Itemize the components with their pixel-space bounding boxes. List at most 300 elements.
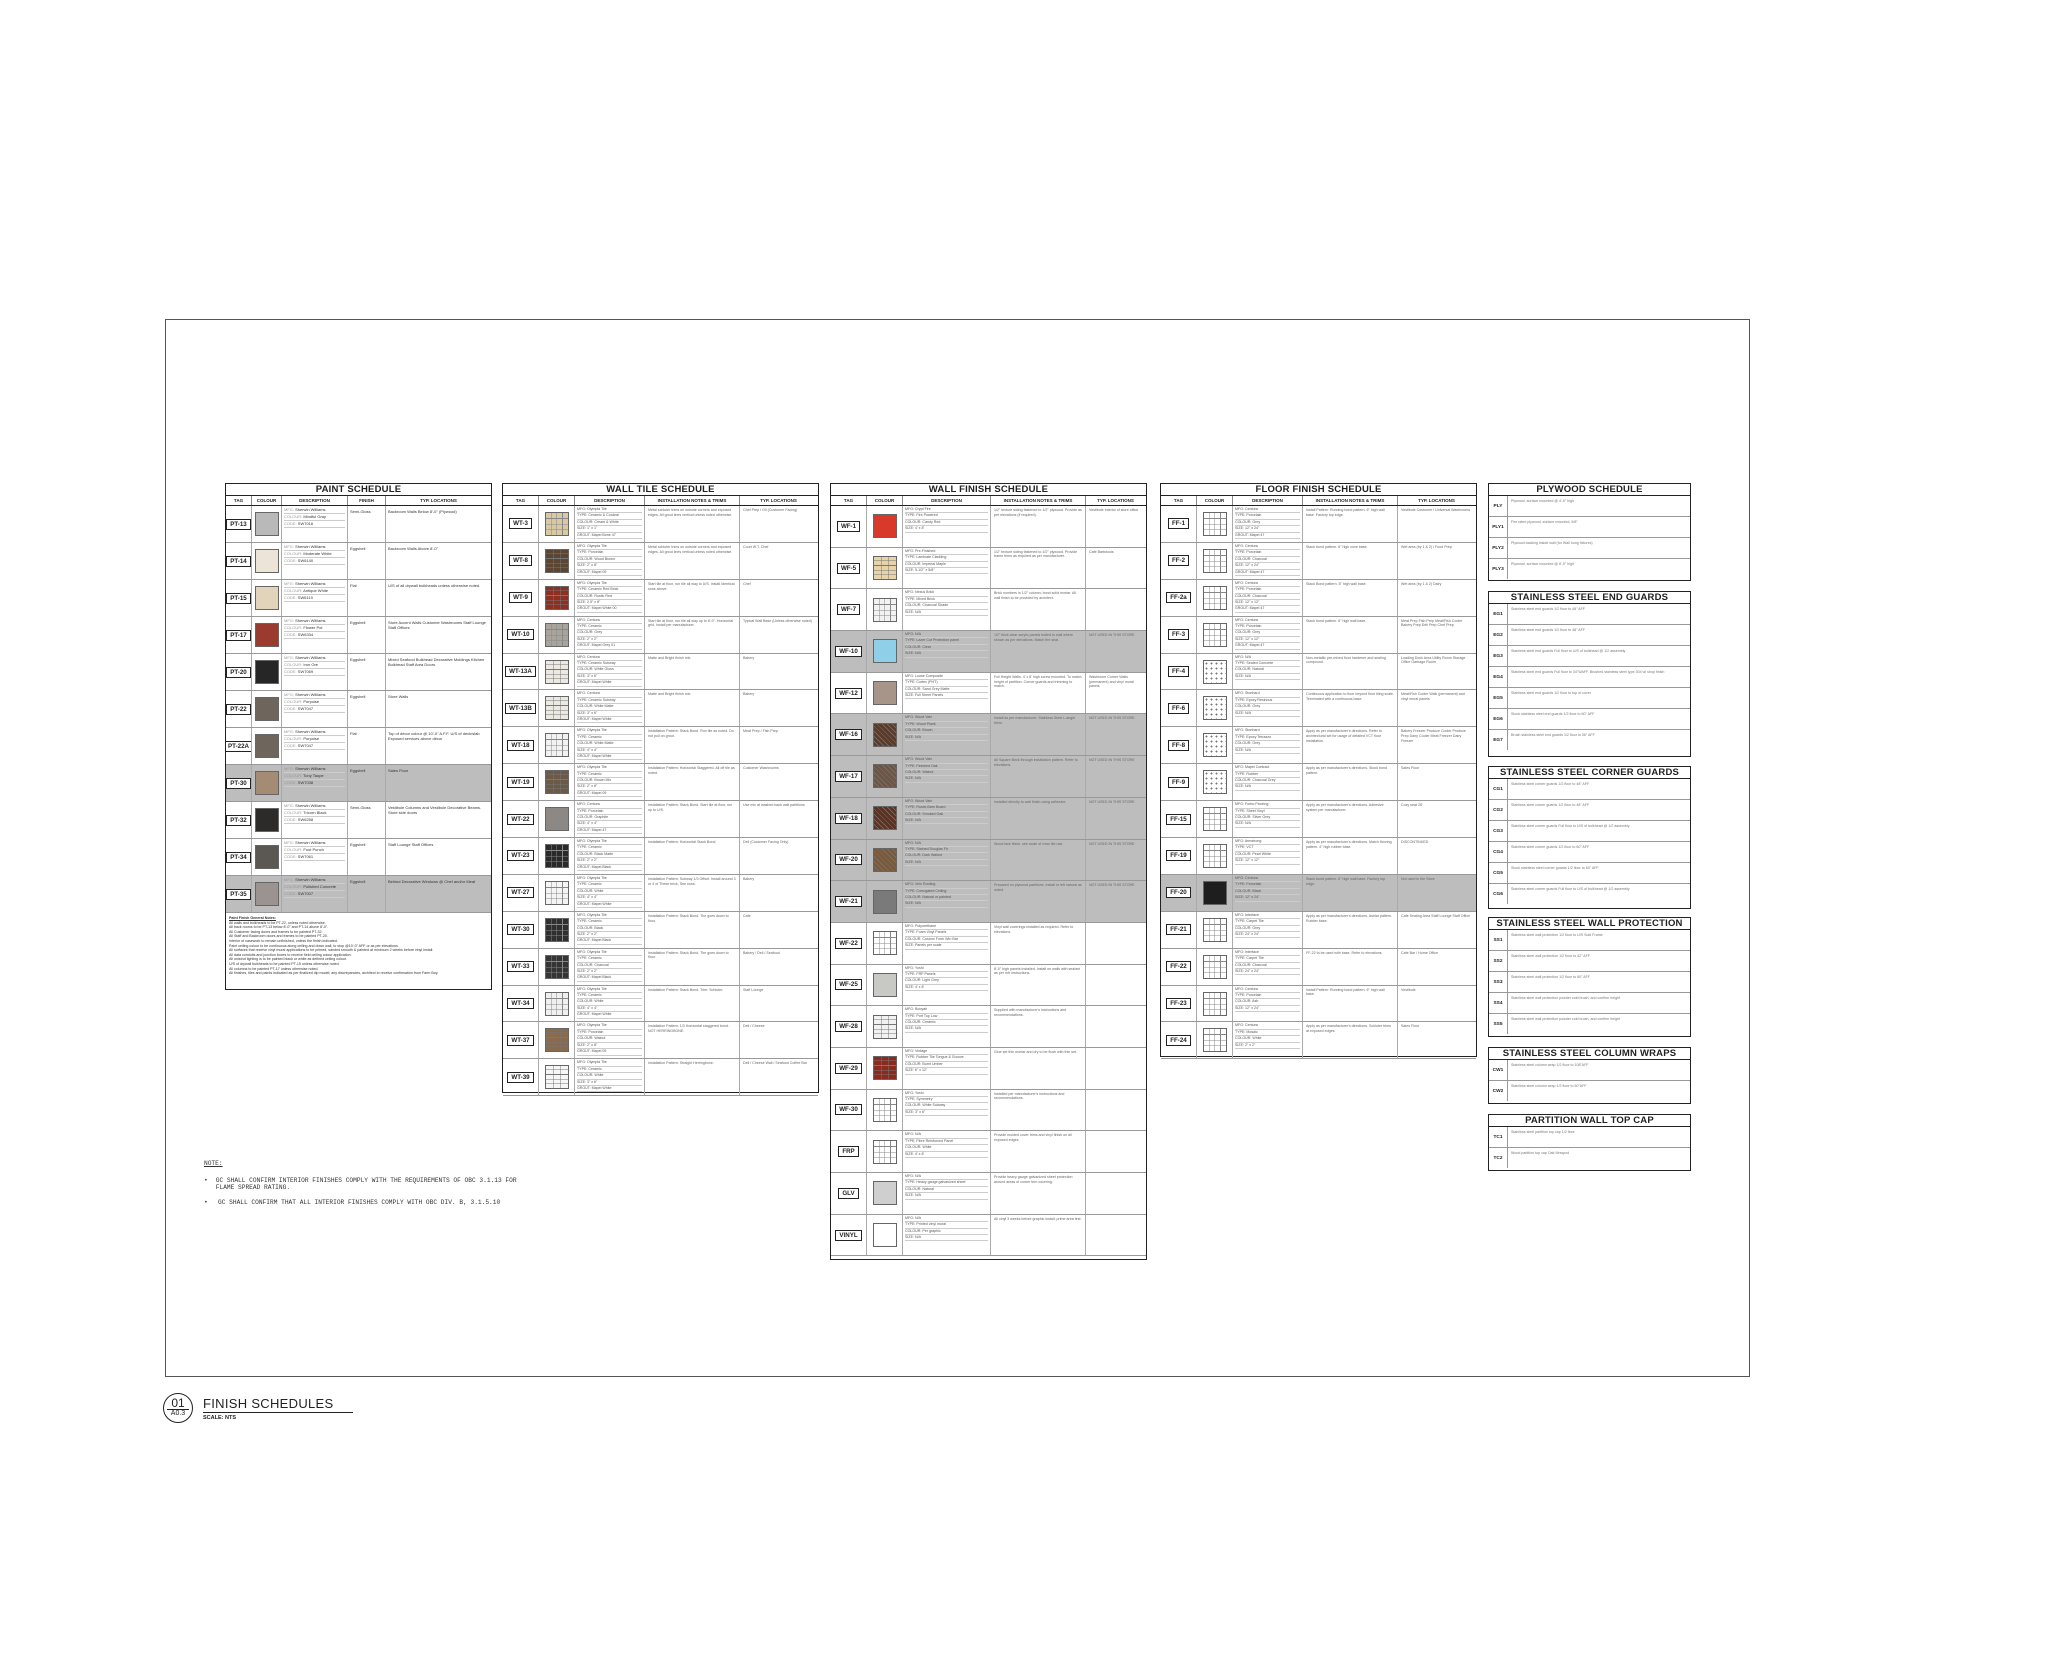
installation-notes-cell: Install Pattern: Running bond pattern. 6" high wall base. Factory top edge.	[1303, 506, 1398, 542]
description-line: TYPE: Carpet Tile	[1235, 919, 1300, 925]
tag-cell	[1161, 617, 1197, 653]
material-swatch	[545, 623, 569, 647]
finish-cell: Eggshell	[348, 543, 386, 579]
description-line: SIZE: N/A	[905, 1026, 988, 1032]
description-line: MFG: Vintage	[905, 1049, 988, 1055]
description-line	[284, 854, 345, 861]
tag-cell	[503, 543, 539, 579]
table-row	[226, 802, 491, 839]
tag-label: PT-14	[226, 556, 251, 567]
description-line	[284, 743, 345, 750]
description-cell	[1233, 580, 1303, 616]
description-line: TYPE: Lazer Cut Protection panel	[905, 638, 988, 644]
description-line: COLOUR: Brown Mix	[577, 778, 642, 784]
tag-cell	[503, 580, 539, 616]
installation-notes-cell: Installation Pattern: Stack Bond. The goes down to floor.	[645, 949, 740, 985]
header-cell: DESCRIPTION	[575, 496, 645, 505]
description-line	[284, 581, 345, 588]
tag-label: WF-21	[835, 896, 862, 907]
description-line: MFG: N/A	[905, 1174, 988, 1180]
description-line	[284, 877, 345, 884]
description-cell	[903, 923, 991, 964]
description-cell: Stainless steel end guards Full floor to 34"WAFF. Brushed stainless steel type 304 w/ shop finish	[1511, 670, 1665, 674]
swatch-cell	[1197, 580, 1233, 616]
swatch-cell	[1197, 986, 1233, 1022]
header-cell: DESCRIPTION	[1233, 496, 1303, 505]
description-line: GROUT: Mapei Grey 01	[577, 643, 642, 649]
description-key: COLOUR:	[284, 551, 304, 556]
header-cell: TYP. LOCATIONS	[760, 498, 797, 503]
description-value: SW6140	[297, 558, 314, 563]
table-row	[503, 1022, 818, 1059]
tag-label: WF-1	[837, 521, 860, 532]
description-line: MFG: Wood Vain	[905, 757, 988, 763]
description-line: SIZE: N/A	[1235, 821, 1300, 827]
description-line: MFG: Centura	[1235, 987, 1300, 993]
tag-label: WT-37	[507, 1035, 533, 1046]
description-line	[284, 595, 345, 602]
description-line: COLOUR: Charcoal Shade	[905, 603, 988, 609]
material-swatch	[1203, 881, 1227, 905]
installation-notes-cell: Apply as per manufacturer's directions. Refer to architectural set for usage of detailed VCT floor installation.	[1303, 727, 1398, 763]
description-line: TYPE: Epoxy Terrazzo	[1235, 735, 1300, 741]
description-line: TYPE: Carpet Tile	[1235, 956, 1300, 962]
description-line	[284, 736, 345, 743]
table-row	[831, 1006, 1146, 1048]
description-value: Sherwin Williams	[295, 544, 326, 549]
tag-cell	[1161, 1022, 1197, 1058]
bullet-icon: •	[204, 1177, 208, 1184]
schedule-title: PARTITION WALL TOP CAP	[1489, 1115, 1690, 1127]
description-line: SIZE: 2" x 8"	[577, 1043, 642, 1049]
installation-notes-cell: Brick numbers in 1/2" column; bond solid mortar. All wall finish to be provided by architect.	[991, 589, 1086, 630]
tag-label: WF-17	[835, 771, 862, 782]
description-line: SIZE: N/A	[1235, 784, 1300, 790]
wall-protection-schedule	[1488, 917, 1691, 1037]
description-line: GROUT: Mapei 09	[577, 1049, 642, 1055]
swatch-cell	[252, 543, 282, 579]
tag-cell	[503, 986, 539, 1022]
schedule-row	[1489, 604, 1690, 625]
tag-cell	[226, 654, 252, 690]
description-line	[284, 632, 345, 639]
description-cell	[282, 543, 348, 579]
swatch-cell	[539, 727, 575, 763]
location-cell: Sales Floor	[1401, 766, 1420, 771]
description-line: GROUT: Mapei White 00	[577, 606, 642, 612]
description-line: MFG: Forbo Flooring	[1235, 802, 1300, 808]
table-row	[503, 838, 818, 875]
swatch-cell	[1197, 875, 1233, 911]
description-line: COLOUR: Rustic Red	[577, 594, 642, 600]
description-line: MFG: Olympia Tile	[577, 913, 642, 919]
description-line	[284, 773, 345, 780]
schedule-title: PAINT SCHEDULE	[226, 484, 491, 496]
description-line: COLOUR: White	[577, 1073, 642, 1079]
description-line: SIZE: 2" x 2"	[577, 858, 642, 864]
tag-cell	[831, 1048, 867, 1089]
tag-cell: SS2	[1489, 951, 1508, 971]
tag-label: WT-9	[509, 592, 532, 603]
notes-heading: NOTE:	[204, 1160, 223, 1167]
description-line: COLOUR: Burnt Umber	[905, 1062, 988, 1068]
description-key: MFG:	[284, 655, 296, 660]
finish-cell: Flat	[348, 728, 386, 764]
description-key: CODE:	[284, 558, 298, 563]
description-line: TYPE: Finished Oak	[905, 764, 988, 770]
description-cell	[1233, 764, 1303, 800]
tag-cell	[503, 801, 539, 837]
swatch-cell	[539, 912, 575, 948]
installation-notes-cell: 8'-0" high panels installed. Install on walls with sealant as per mfr instructions.	[991, 965, 1086, 1006]
material-swatch	[1203, 512, 1227, 536]
end-guards-schedule	[1488, 591, 1691, 757]
tag-label: FF-8	[1168, 740, 1189, 751]
description-line: COLOUR: Wood Brown	[577, 557, 642, 563]
schedule-row	[1489, 884, 1690, 904]
floor-finish-schedule	[1160, 483, 1477, 1057]
table-row	[1161, 838, 1476, 875]
tag-cell: PLY2	[1489, 538, 1508, 558]
schedule-row	[1489, 730, 1690, 750]
tag-label: FRP	[838, 1146, 858, 1157]
installation-notes-cell: FF-22 to be used with base. Refer to elevations.	[1303, 949, 1398, 985]
description-line: COLOUR: Grey	[1235, 741, 1300, 747]
finish-cell: Eggshell	[348, 654, 386, 690]
description-line: GROUT: Mapei 47	[1235, 643, 1300, 649]
description-line: SIZE: 12" x 12"	[1235, 858, 1300, 864]
location-cell: Not used in the Store	[1401, 876, 1435, 881]
table-row	[1161, 543, 1476, 580]
general-note-line: All surfaces that receive vinyl mural applications to be primed, sanded smooth & painted at minimum 2 weeks before vinyl install.	[229, 948, 434, 953]
installation-notes-cell: All vinyl 3 weeks before graphic install; prime area first.	[991, 1215, 1086, 1256]
finish-cell: Eggshell	[348, 691, 386, 727]
description-cell	[903, 840, 991, 881]
location-cell: Bakery	[743, 876, 755, 881]
tag-cell: SS5	[1489, 1014, 1508, 1034]
description-line: TYPE: Ceramic	[577, 624, 642, 630]
material-swatch	[873, 1015, 897, 1039]
tag-cell	[831, 1131, 867, 1172]
description-line: SIZE: 2" x 2"	[577, 932, 642, 938]
description-line: MFG: Yoshi	[905, 1091, 988, 1097]
swatch-cell	[867, 756, 903, 797]
description-line: TYPE: Porcelain	[1235, 882, 1300, 888]
tag-label: WT-27	[507, 887, 533, 898]
tag-label: FF-6	[1168, 703, 1189, 714]
tag-label: WF-20	[835, 854, 862, 865]
description-line: TYPE: Laminate Cladding	[905, 555, 988, 561]
tag-label: WT-3	[509, 518, 532, 529]
location-cell: Vestibule	[1401, 987, 1416, 992]
description-line: TYPE: Cortex (PHT)	[905, 680, 988, 686]
swatch-cell	[867, 881, 903, 922]
description-line	[284, 891, 345, 898]
location-cell	[1086, 1215, 1145, 1256]
plywood-schedule	[1488, 483, 1691, 581]
description-line: TYPE: Ceramic	[577, 735, 642, 741]
tag-label: WT-18	[507, 740, 533, 751]
table-row	[831, 798, 1146, 840]
location-cell: Staff Lounge	[743, 987, 764, 992]
description-line: COLOUR: Ceramic	[905, 1020, 988, 1026]
description-line: COLOUR: Imperial Maple	[905, 562, 988, 568]
table-row	[1161, 690, 1476, 727]
description-line: SIZE: N/A	[905, 901, 988, 907]
table-row	[503, 801, 818, 838]
installation-notes-cell: Metal schluter trims on outside corners and exposed edges. All grout lines vertical unless noted otherwise.	[645, 543, 740, 579]
installation-notes-cell: Installation Pattern: Subway 1/3 Offset. Install around 3 or 4 of These brick, See rows.	[645, 875, 740, 911]
description-line: SIZE: N/A	[905, 610, 988, 616]
description-line	[284, 669, 345, 676]
material-swatch	[1203, 992, 1227, 1016]
installation-notes-cell: Wood lack finish, see scale of rows tile use.	[991, 840, 1086, 881]
material-swatch	[545, 696, 569, 720]
schedule-row	[1489, 538, 1690, 559]
tag-label: PT-35	[226, 889, 251, 900]
colour-swatch	[255, 771, 279, 795]
description-line: TYPE: Sheet Vinyl	[1235, 809, 1300, 815]
description-line: COLOUR: White	[577, 889, 642, 895]
material-swatch	[873, 1098, 897, 1122]
installation-notes-cell: Apply as per manufacturer's directions. Schluter trims at exposed edges.	[1303, 1022, 1398, 1058]
table-row	[503, 506, 818, 543]
description-key: CODE:	[284, 854, 298, 859]
description-line: COLOUR: Walnut	[905, 770, 988, 776]
description-value: SW6119	[297, 595, 313, 600]
description-cell: Stainless steel wall protection 1/2 floor to U/S Sold Frame	[1511, 933, 1603, 937]
description-line: TYPE: Corrugated Ceiling	[905, 889, 988, 895]
description-cell	[903, 631, 991, 672]
location-cell: Backroom Walls Below 8'-0" (Plywood)	[388, 509, 457, 514]
tag-label: WF-7	[837, 604, 860, 615]
tag-cell	[503, 727, 539, 763]
material-swatch	[1203, 696, 1227, 720]
swatch-cell	[1197, 654, 1233, 690]
swatch-cell	[867, 548, 903, 589]
description-cell: Stainless steel wall protection 1/2 floor to 60" AFF	[1511, 975, 1590, 979]
table-row	[831, 548, 1146, 590]
description-line: TYPE: Fire Powered	[905, 513, 988, 519]
colour-swatch	[255, 623, 279, 647]
tag-label: FF-24	[1166, 1035, 1191, 1046]
description-line: SIZE: 6" x 12"	[905, 1068, 988, 1074]
description-line	[284, 655, 345, 662]
material-swatch	[545, 1065, 569, 1089]
description-key: COLOUR:	[284, 810, 304, 815]
description-value: Antique White	[303, 588, 329, 593]
description-line: GROUT: Mapei 09	[577, 570, 642, 576]
description-line: MFG: Olympia Tile	[577, 728, 642, 734]
tag-cell: CW2	[1489, 1081, 1508, 1101]
description-cell: Wood partition top cap Oak Mnwpod	[1511, 1151, 1570, 1155]
description-cell	[903, 1006, 991, 1047]
description-line: COLOUR: Charcoal	[1235, 557, 1300, 563]
tag-cell	[503, 654, 539, 690]
header-cell: TAG	[226, 496, 252, 505]
tag-cell	[226, 580, 252, 616]
description-line: TYPE: Ceramic Subway	[577, 698, 642, 704]
description-line: SIZE: 4" x 4"	[577, 748, 642, 754]
description-cell	[575, 1059, 645, 1095]
description-line: COLOUR: Walnut	[577, 1036, 642, 1042]
description-line: TYPE: Symmetry	[905, 1097, 988, 1103]
tag-cell: SS1	[1489, 930, 1508, 950]
description-key: MFG:	[284, 766, 296, 771]
description-line: GROUT: Mapei 09	[577, 791, 642, 797]
tag-cell: EG5	[1489, 688, 1508, 708]
swatch-cell	[539, 838, 575, 874]
colour-swatch	[255, 808, 279, 832]
corner-guards-schedule	[1488, 766, 1691, 909]
description-cell: Stainless steel end guards Full floor to U/S of bulkhead @ 1/2 assembly	[1511, 649, 1626, 653]
installation-notes-cell: Non-metallic pre-mixed floor hardener and sealing compound.	[1303, 654, 1398, 690]
location-cell: Chef Prep / Oil (Customer Facing)	[743, 508, 798, 512]
finish-cell: Eggshell	[348, 617, 386, 653]
description-line: COLOUR: Natural or painted	[905, 895, 988, 901]
description-line: COLOUR: White	[905, 1145, 988, 1151]
tag-cell	[226, 728, 252, 764]
location-cell: Vestibule Columns and Vestibule Decorative Beams. Store side doors	[388, 805, 482, 815]
description-line: SIZE: N/A	[1235, 711, 1300, 717]
description-line: TYPE: Rubber	[1235, 772, 1300, 778]
description-line: COLOUR: Grey	[1235, 520, 1300, 526]
description-cell	[575, 1022, 645, 1058]
description-cell	[575, 838, 645, 874]
description-line: SIZE: 2" x 2"	[577, 637, 642, 643]
description-key: MFG:	[284, 729, 296, 734]
swatch-cell	[539, 543, 575, 579]
description-cell	[282, 506, 348, 542]
material-swatch	[1203, 549, 1227, 573]
description-line: SIZE: 2.5" x 8"	[577, 600, 642, 606]
description-line: COLOUR: Custom Form Win Bar	[905, 937, 988, 943]
description-value: SW7047	[297, 706, 314, 711]
description-cell	[1233, 727, 1303, 763]
description-key: CODE:	[284, 521, 298, 526]
description-line: MFG: Yoshi	[905, 966, 988, 972]
description-line: TYPE: Sealed Concrete	[1235, 661, 1300, 667]
description-line: COLOUR: Silver Grey	[1235, 815, 1300, 821]
swatch-cell	[252, 506, 282, 542]
general-note-line: U/S of drywall bulkheads to be painted PT-15 unless otherwise noted.	[229, 961, 340, 966]
tag-label: WF-29	[835, 1063, 862, 1074]
description-line: SIZE: 2" x 2"	[1235, 1043, 1300, 1049]
description-cell	[282, 802, 348, 838]
description-line: TYPE: Mixed Brick	[905, 597, 988, 603]
description-line: SIZE: N/A	[1235, 748, 1300, 754]
description-cell: Stainless steel end guards 1/2 floor to top of cover	[1511, 691, 1591, 695]
tag-cell: PLY	[1489, 496, 1508, 516]
note-item: GC SHALL CONFIRM THAT ALL INTERIOR FINISHES COMPLY WITH OBC DIV. B, 3.1.5.10	[218, 1199, 501, 1206]
tag-label: FF-1	[1168, 518, 1189, 529]
schedule-row	[1489, 951, 1690, 972]
installation-notes-cell: 1/2" texture siding fastened to 1/2" plywood. Provide as per elevations (if required).	[991, 506, 1086, 547]
installation-notes-cell: All Square Brick through installation pattern. Refer to elevations.	[991, 756, 1086, 797]
header-cell: TYP. LOCATIONS	[1418, 498, 1455, 503]
tag-label: WT-13A	[505, 666, 536, 677]
tag-cell	[1161, 727, 1197, 763]
material-swatch	[545, 807, 569, 831]
location-cell: DISCONTINUED	[1401, 840, 1429, 845]
tag-cell	[226, 802, 252, 838]
description-line	[284, 810, 345, 817]
tag-cell	[1161, 580, 1197, 616]
material-swatch	[873, 514, 897, 538]
tag-cell	[831, 1215, 867, 1256]
description-line: MFG: Olympia Tile	[577, 876, 642, 882]
location-cell: Meat Prep / Fish Prep	[743, 729, 778, 734]
header-cell: TAG	[1161, 496, 1197, 505]
description-cell	[282, 691, 348, 727]
description-line: MFG: Polyurethane	[905, 924, 988, 930]
description-line	[284, 803, 345, 810]
tag-cell	[831, 548, 867, 589]
schedule-row	[1489, 1060, 1690, 1081]
description-value: Sherwin Williams	[295, 581, 326, 586]
tag-cell	[503, 1022, 539, 1058]
installation-notes-cell: Installation Pattern: Stack Bond. The goes down to floor.	[645, 912, 740, 948]
description-line: MFG: Wood Vain	[905, 715, 988, 721]
installation-notes-cell: Installation Pattern: Straight Herringbone.	[645, 1059, 740, 1095]
tag-label: WT-33	[507, 961, 533, 972]
tag-label: PT-13	[226, 519, 251, 530]
description-key: COLOUR:	[284, 625, 304, 630]
description-cell: Stainless steel wall protection powder cold brush, and confirm height	[1511, 1017, 1621, 1021]
location-cell	[1086, 589, 1145, 630]
description-cell	[282, 876, 348, 912]
location-cell: Cozy seat 28'	[1401, 803, 1423, 808]
description-line: TYPE: Porcelain	[1235, 993, 1300, 999]
tag-cell: CG2	[1489, 800, 1508, 820]
tag-cell	[831, 756, 867, 797]
tag-cell	[1161, 543, 1197, 579]
description-line: COLOUR: Grey	[577, 630, 642, 636]
colour-swatch	[255, 660, 279, 684]
description-line: GROUT: Mapei 47	[1235, 606, 1300, 612]
general-note-line: All Staff and Backroom doors and frames to be painted PT-20.	[229, 934, 328, 939]
description-value: SW7069	[297, 669, 314, 674]
schedule-header	[831, 496, 1146, 506]
table-row	[831, 1090, 1146, 1132]
description-line: SIZE: Panels per scale	[905, 943, 988, 949]
description-line: MFG: Centura	[1235, 876, 1300, 882]
tag-cell	[226, 691, 252, 727]
table-row	[831, 840, 1146, 882]
description-line: SIZE: N/A	[905, 818, 988, 824]
material-swatch	[1203, 733, 1227, 757]
description-line: MFG: Centura	[577, 691, 642, 697]
tag-label: WF-28	[835, 1021, 862, 1032]
tag-cell: EG1	[1489, 604, 1508, 624]
description-value: Mindful Gray	[303, 514, 327, 519]
description-cell: Stainless steel corner guards 1/2 floor to 60" AFF	[1511, 845, 1590, 849]
tag-cell	[1161, 801, 1197, 837]
description-key: CODE:	[284, 632, 298, 637]
swatch-cell	[867, 673, 903, 714]
tag-cell	[1161, 912, 1197, 948]
swatch-cell	[867, 589, 903, 630]
description-value: SW7047	[297, 743, 314, 748]
installation-notes-cell: Prepared on plywood partitions. Install or left natural as noted.	[991, 881, 1086, 922]
description-line	[284, 884, 345, 891]
swatch-cell	[1197, 801, 1233, 837]
schedule-row	[1489, 842, 1690, 863]
description-line: TYPE: FRP Panels	[905, 972, 988, 978]
installation-notes-cell: Metal schluter trims on outside corners and exposed edges. All grout lines vertical unless noted otherwise.	[645, 506, 740, 542]
table-row	[831, 1173, 1146, 1215]
material-swatch	[545, 549, 569, 573]
